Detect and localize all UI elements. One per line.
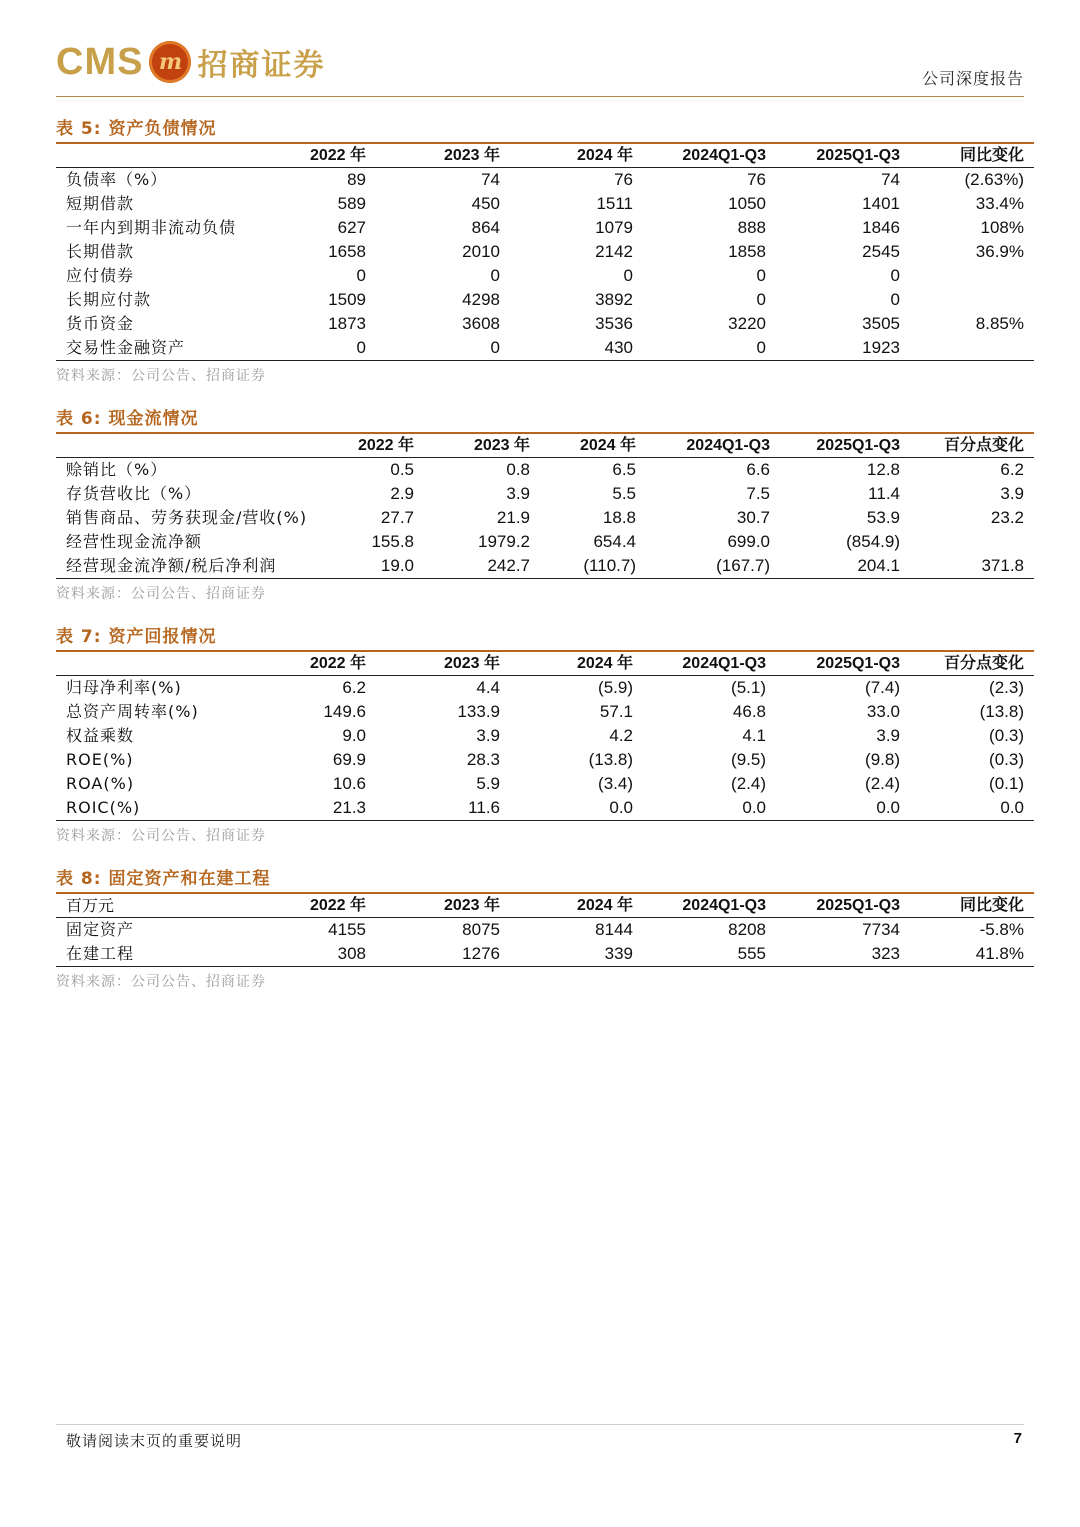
table-title: 表 6: 现金流情况 <box>56 409 199 429</box>
table-cell: 4.4 <box>476 678 500 697</box>
column-header: 2023 年 <box>443 655 500 672</box>
column-header: 2024Q1-Q3 <box>682 897 766 914</box>
column-header: 百分点变化 <box>943 655 1024 672</box>
table-cell: 27.7 <box>380 508 414 527</box>
table-section-cash-flow <box>56 406 1034 603</box>
table-row <box>56 288 1034 312</box>
table-cell: 11.4 <box>868 484 900 503</box>
table-cell: 8.85% <box>975 314 1024 333</box>
column-header: 2023 年 <box>443 147 500 164</box>
table-cell: 12.8 <box>866 460 900 479</box>
table-cell: (9.5) <box>731 750 766 769</box>
table-cell: 0.0 <box>643 796 776 821</box>
row-label: 销售商品、劳务获现金/营收(%) <box>66 508 308 527</box>
row-label: 应付债券 <box>66 266 135 285</box>
report-type: 公司深度报告 <box>921 69 1024 88</box>
row-label: 在建工程 <box>56 942 256 967</box>
table-cell: 589 <box>337 194 366 213</box>
row-label: ROE(%) <box>66 750 134 769</box>
row-label: 长期应付款 <box>66 290 152 309</box>
table-cell: 0.8 <box>506 460 530 479</box>
table-header-row <box>56 893 1034 918</box>
data-table <box>56 432 1034 579</box>
row-label: 长期借款 <box>66 242 135 261</box>
table-title: 表 7: 资产回报情况 <box>56 627 217 647</box>
table-cell: 308 <box>256 942 376 967</box>
table-cell: (7.4) <box>865 678 900 697</box>
page-number: 7 <box>1013 1430 1022 1447</box>
row-label: 交易性金融资产 <box>56 336 256 361</box>
table-row <box>56 700 1034 724</box>
table-cell: 21.3 <box>256 796 376 821</box>
table-row <box>56 676 1034 701</box>
table-cell: 69.9 <box>332 750 366 769</box>
column-header: 2024Q1-Q3 <box>682 655 766 672</box>
table-cell: (9.8) <box>865 750 900 769</box>
footer-divider <box>56 1424 1024 1425</box>
table-cell: 555 <box>643 942 776 967</box>
table-cell: 204.1 <box>780 554 910 579</box>
table-cell: (0.1) <box>989 774 1024 793</box>
table-section-asset-return <box>56 624 1034 845</box>
table-cell: 33.0 <box>866 702 900 721</box>
data-table <box>56 892 1034 967</box>
page-header <box>56 36 1024 96</box>
table-cell: 74 <box>881 170 900 189</box>
table-cell: 0 <box>643 336 776 361</box>
table-cell: 41.8% <box>910 942 1034 967</box>
row-label: 货币资金 <box>66 314 135 333</box>
table-cell: 6.5 <box>612 460 636 479</box>
table-cell: 2545 <box>862 242 900 261</box>
row-label: ROA(%) <box>66 774 135 793</box>
table-cell: -5.8% <box>979 920 1024 939</box>
row-label: 负债率（%） <box>66 170 168 189</box>
table-row <box>56 264 1034 288</box>
table-cell <box>910 530 1034 554</box>
row-label: ROIC(%) <box>56 796 256 821</box>
table-cell: 4.2 <box>609 726 633 745</box>
row-label: 经营现金流净额/税后净利润 <box>56 554 306 579</box>
table-cell: 0 <box>890 290 900 309</box>
column-header: 2023 年 <box>473 437 530 454</box>
table-cell: 2142 <box>595 242 633 261</box>
table-cell: 627 <box>337 218 366 237</box>
table-title: 表 5: 资产负债情况 <box>56 119 217 139</box>
table-row <box>56 748 1034 772</box>
table-row <box>56 482 1034 506</box>
table-cell: 323 <box>776 942 910 967</box>
column-header: 2024 年 <box>576 147 633 164</box>
data-table <box>56 650 1034 821</box>
table-row <box>56 192 1034 216</box>
column-header: 百分点变化 <box>943 437 1024 454</box>
table-cell: 3.9 <box>876 726 900 745</box>
column-header: 同比变化 <box>959 147 1024 164</box>
table-cell: 3608 <box>462 314 500 333</box>
table-cell: 430 <box>510 336 643 361</box>
table-cell: 7.5 <box>746 484 770 503</box>
table-cell: (854.9) <box>846 532 900 551</box>
table-cell: (0.3) <box>989 750 1024 769</box>
table-cell: 1858 <box>728 242 766 261</box>
table-cell: 18.8 <box>602 508 636 527</box>
table-cell: 3.9 <box>476 726 500 745</box>
table-cell: 0.0 <box>910 796 1034 821</box>
logo-emblem-icon: m <box>149 41 191 83</box>
table-cell: 0 <box>356 266 366 285</box>
table-row <box>56 554 1034 579</box>
table-cell: 74 <box>481 170 500 189</box>
table-cell: 8075 <box>462 920 500 939</box>
row-label: 总资产周转率(%) <box>66 702 199 721</box>
table-cell: 339 <box>510 942 643 967</box>
table-cell: 864 <box>471 218 500 237</box>
table-cell: (5.9) <box>598 678 633 697</box>
table-cell: 89 <box>347 170 366 189</box>
logo-cn-text: 招商证券 <box>197 48 326 83</box>
column-header: 2022 年 <box>309 147 366 164</box>
column-header: 2025Q1-Q3 <box>816 437 900 454</box>
table-cell: (13.8) <box>979 702 1024 721</box>
table-cell: (167.7) <box>646 554 780 579</box>
table-cell: 242.7 <box>424 554 540 579</box>
table-row <box>56 796 1034 821</box>
table-header-row <box>56 651 1034 676</box>
table-cell: 4298 <box>462 290 500 309</box>
table-cell: 46.8 <box>732 702 766 721</box>
table-cell: (3.4) <box>598 774 633 793</box>
column-header-label <box>56 143 256 168</box>
column-header: 2025Q1-Q3 <box>816 147 900 164</box>
column-header: 2024 年 <box>576 655 633 672</box>
table-cell: 1511 <box>596 194 633 213</box>
table-cell <box>910 288 1034 312</box>
table-cell: 1658 <box>328 242 366 261</box>
table-cell: 0.0 <box>510 796 643 821</box>
row-label: 归母净利率(%) <box>66 678 182 697</box>
column-header: 2022 年 <box>357 437 414 454</box>
table-source: 资料来源：公司公告、招商证券 <box>56 586 266 602</box>
table-cell: 9.0 <box>342 726 366 745</box>
table-row <box>56 918 1034 943</box>
table-cell: 2010 <box>462 242 500 261</box>
table-source: 资料来源：公司公告、招商证券 <box>56 368 266 384</box>
table-cell: 3.9 <box>506 484 530 503</box>
table-cell: 0 <box>756 266 766 285</box>
table-header-row <box>56 433 1034 458</box>
table-cell: 1401 <box>862 194 900 213</box>
table-cell: 4155 <box>328 920 366 939</box>
row-label: 权益乘数 <box>66 726 135 745</box>
table-cell: (0.3) <box>989 726 1024 745</box>
table-cell: 654.4 <box>593 532 636 551</box>
table-cell: 0.0 <box>776 796 910 821</box>
table-cell: (13.8) <box>588 750 633 769</box>
table-cell: 21.9 <box>496 508 530 527</box>
table-cell: 30.7 <box>736 508 770 527</box>
column-header-label: 百万元 <box>66 896 115 915</box>
column-header: 2025Q1-Q3 <box>816 655 900 672</box>
table-cell: 1873 <box>328 314 366 333</box>
table-cell: 1050 <box>728 194 766 213</box>
table-cell: 36.9% <box>975 242 1024 261</box>
table-cell: (110.7) <box>540 554 646 579</box>
table-cell: 2.9 <box>390 484 414 503</box>
table-row <box>56 312 1034 336</box>
column-header: 2024Q1-Q3 <box>682 147 766 164</box>
header-divider <box>56 96 1024 97</box>
table-cell: 3536 <box>595 314 633 333</box>
table-cell <box>910 264 1034 288</box>
table-cell: 11.6 <box>376 796 510 821</box>
table-cell: 10.6 <box>332 774 366 793</box>
table-cell: (2.4) <box>865 774 900 793</box>
table-row <box>56 216 1034 240</box>
table-cell: 0 <box>376 336 510 361</box>
table-cell: 108% <box>980 218 1024 237</box>
table-cell: 33.4% <box>975 194 1024 213</box>
table-cell: 8144 <box>595 920 633 939</box>
table-row <box>56 942 1034 967</box>
table-cell: 0 <box>490 266 500 285</box>
table-cell: 0 <box>256 336 376 361</box>
logo-cms-text: CMS <box>56 40 144 83</box>
table-cell: 3892 <box>595 290 633 309</box>
table-cell: 4.1 <box>742 726 766 745</box>
table-cell: 6.6 <box>746 460 770 479</box>
table-cell: 0 <box>623 266 633 285</box>
row-label: 短期借款 <box>66 194 135 213</box>
table-cell: 23.2 <box>990 508 1024 527</box>
row-label: 固定资产 <box>66 920 135 939</box>
table-cell: 149.6 <box>323 702 366 721</box>
column-header: 2024 年 <box>576 897 633 914</box>
row-label: 存货营收比（%） <box>66 484 202 503</box>
company-logo <box>56 40 325 84</box>
table-cell: 133.9 <box>457 702 500 721</box>
table-cell: 28.3 <box>466 750 500 769</box>
table-row <box>56 506 1034 530</box>
table-cell: 3220 <box>728 314 766 333</box>
table-section-balance-sheet <box>56 116 1034 385</box>
table-cell: 5.5 <box>612 484 636 503</box>
table-cell: 1979.2 <box>478 532 530 551</box>
table-source: 资料来源：公司公告、招商证券 <box>56 828 266 844</box>
table-cell: 0 <box>756 290 766 309</box>
column-header: 2023 年 <box>443 897 500 914</box>
column-header-label <box>56 433 306 458</box>
table-cell: 0.5 <box>390 460 414 479</box>
table-row <box>56 530 1034 554</box>
table-header-row <box>56 143 1034 168</box>
table-row <box>56 772 1034 796</box>
table-cell: 0 <box>890 266 900 285</box>
table-cell: (2.3) <box>989 678 1024 697</box>
table-cell: 6.2 <box>1000 460 1024 479</box>
column-header: 2022 年 <box>309 655 366 672</box>
table-cell: 1079 <box>595 218 633 237</box>
table-cell: (2.4) <box>731 774 766 793</box>
table-cell: 888 <box>737 218 766 237</box>
table-title: 表 8: 固定资产和在建工程 <box>56 869 271 889</box>
table-row <box>56 168 1034 193</box>
row-label: 一年内到期非流动负债 <box>66 218 237 237</box>
column-header: 同比变化 <box>959 897 1024 914</box>
table-cell: 1509 <box>328 290 366 309</box>
table-section-fixed-assets <box>56 866 1034 991</box>
column-header: 2024Q1-Q3 <box>686 437 770 454</box>
table-cell: 450 <box>471 194 500 213</box>
row-label: 经营性现金流净额 <box>66 532 203 551</box>
table-cell: 57.1 <box>599 702 633 721</box>
column-header: 2024 年 <box>579 437 636 454</box>
table-cell: 19.0 <box>306 554 424 579</box>
table-row <box>56 336 1034 361</box>
table-cell: 8208 <box>728 920 766 939</box>
column-header-label <box>56 651 256 676</box>
table-cell: 155.8 <box>371 532 414 551</box>
table-source: 资料来源：公司公告、招商证券 <box>56 974 266 990</box>
table-row <box>56 724 1034 748</box>
data-table <box>56 142 1034 361</box>
table-cell: 5.9 <box>476 774 500 793</box>
table-cell: 3.9 <box>1000 484 1024 503</box>
row-label: 赊销比（%） <box>66 460 168 479</box>
table-row <box>56 240 1034 264</box>
table-cell: 1276 <box>376 942 510 967</box>
table-cell: 1846 <box>862 218 900 237</box>
table-cell: 53.9 <box>866 508 900 527</box>
table-cell: (5.1) <box>731 678 766 697</box>
table-cell: 7734 <box>862 920 900 939</box>
table-cell: 699.0 <box>727 532 770 551</box>
footer-disclaimer: 敬请阅读末页的重要说明 <box>66 1432 243 1450</box>
table-cell: 6.2 <box>342 678 366 697</box>
table-cell: 371.8 <box>910 554 1034 579</box>
table-cell: (2.63%) <box>964 170 1024 189</box>
table-row <box>56 458 1034 483</box>
table-cell: 1923 <box>776 336 910 361</box>
column-header: 2025Q1-Q3 <box>816 897 900 914</box>
table-cell: 3505 <box>862 314 900 333</box>
table-cell <box>910 336 1034 361</box>
table-cell: 76 <box>747 170 766 189</box>
column-header: 2022 年 <box>309 897 366 914</box>
table-cell: 76 <box>614 170 633 189</box>
